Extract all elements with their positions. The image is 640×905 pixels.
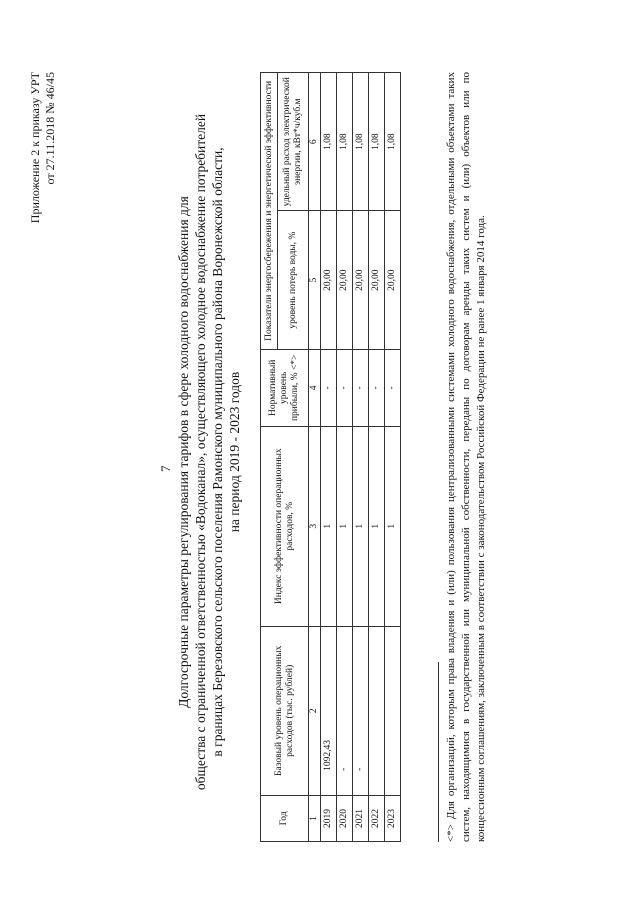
cell-normative-profit: - [385,349,401,426]
cell-efficiency-index: 1 [321,426,337,626]
header-electricity: удельный расход электрической энергии, кВт*ч/куб.м [278,73,309,211]
table-row [385,73,401,842]
cell-efficiency-index: 1 [369,426,385,626]
cell-base-level [369,626,385,795]
cell-base-level [385,626,401,795]
cell-year: 2022 [369,795,385,841]
title-line-4: на период 2019 - 2023 годов [227,371,242,533]
page-number: 7 [158,465,173,472]
rotated-page [20,22,620,882]
cell-year: 2023 [385,795,401,841]
column-number: 2 [309,626,321,795]
title-line-1: Долгосрочные параметры регулирования тарифов в сфере холодного водоснабжения для [176,196,191,708]
cell-water-loss: 20,00 [321,211,337,349]
appendix-reference [28,72,58,223]
cell-base-level: - [337,626,353,795]
document-title [175,22,243,882]
cell-year: 2021 [353,795,369,841]
cell-efficiency-index: 1 [385,426,401,626]
footnote-separator [438,662,439,842]
footnote-text: <*> Для организаций, которым права владения и (или) пользования централизованными системами холодного водоснабжения, отдельными объектами таких систем, находящимися в государственной или муниципальной собственности, переданы по договорам аренды таких систем и (или) объектов или по концессионным соглашениям, заключенным в соответствии с законодательством Российской Федерации не ранее 1 января 2014 года. [445,72,487,842]
cell-electricity: 1,08 [321,73,337,211]
cell-electricity: 1,08 [353,73,369,211]
column-number: 6 [309,73,321,211]
table-row [353,73,369,842]
appendix-line-2: от 27.11.2018 № 46/45 [43,72,57,185]
cell-water-loss: 20,00 [337,211,353,349]
cell-base-level: 1092,43 [321,626,337,795]
column-number: 1 [309,795,321,841]
title-line-2: общества с ограниченной ответственностью «Водоканал», осуществляющего холодное водоснабжение потребителей [193,113,208,791]
cell-normative-profit: - [369,349,385,426]
cell-efficiency-index: 1 [337,426,353,626]
cell-electricity: 1,08 [337,73,353,211]
title-line-3: в границах Березовского сельского поселения Рамонского муниципального района Воронежской области, [210,147,225,757]
header-normative-profit: Нормативный уровень прибыли, % <*> [261,349,309,426]
cell-efficiency-index: 1 [353,426,369,626]
header-indicators-group: Показатели энергосбережения и энергетической эффективности [261,73,278,350]
cell-base-level: - [353,626,369,795]
cell-electricity: 1,08 [385,73,401,211]
cell-year: 2019 [321,795,337,841]
cell-normative-profit: - [337,349,353,426]
appendix-line-1: Приложение 2 к приказу УРТ [28,72,42,224]
table-row [369,73,385,842]
header-water-loss: уровень потерь воды, % [278,211,309,349]
cell-water-loss: 20,00 [369,211,385,349]
column-number: 3 [309,426,321,626]
column-number-row [309,73,321,842]
cell-normative-profit: - [321,349,337,426]
header-efficiency-index: Индекс эффективности операционных расходов, % [261,426,309,626]
table-row [337,73,353,842]
header-base-level: Базовый уровень операционных расходов (тыс. рублей) [261,626,309,795]
parameters-table [260,72,401,842]
table-row [321,73,337,842]
cell-water-loss: 20,00 [353,211,369,349]
column-number: 4 [309,349,321,426]
cell-water-loss: 20,00 [385,211,401,349]
header-year: Год [261,795,309,841]
cell-year: 2020 [337,795,353,841]
column-number: 5 [309,211,321,349]
cell-normative-profit: - [353,349,369,426]
cell-electricity: 1,08 [369,73,385,211]
